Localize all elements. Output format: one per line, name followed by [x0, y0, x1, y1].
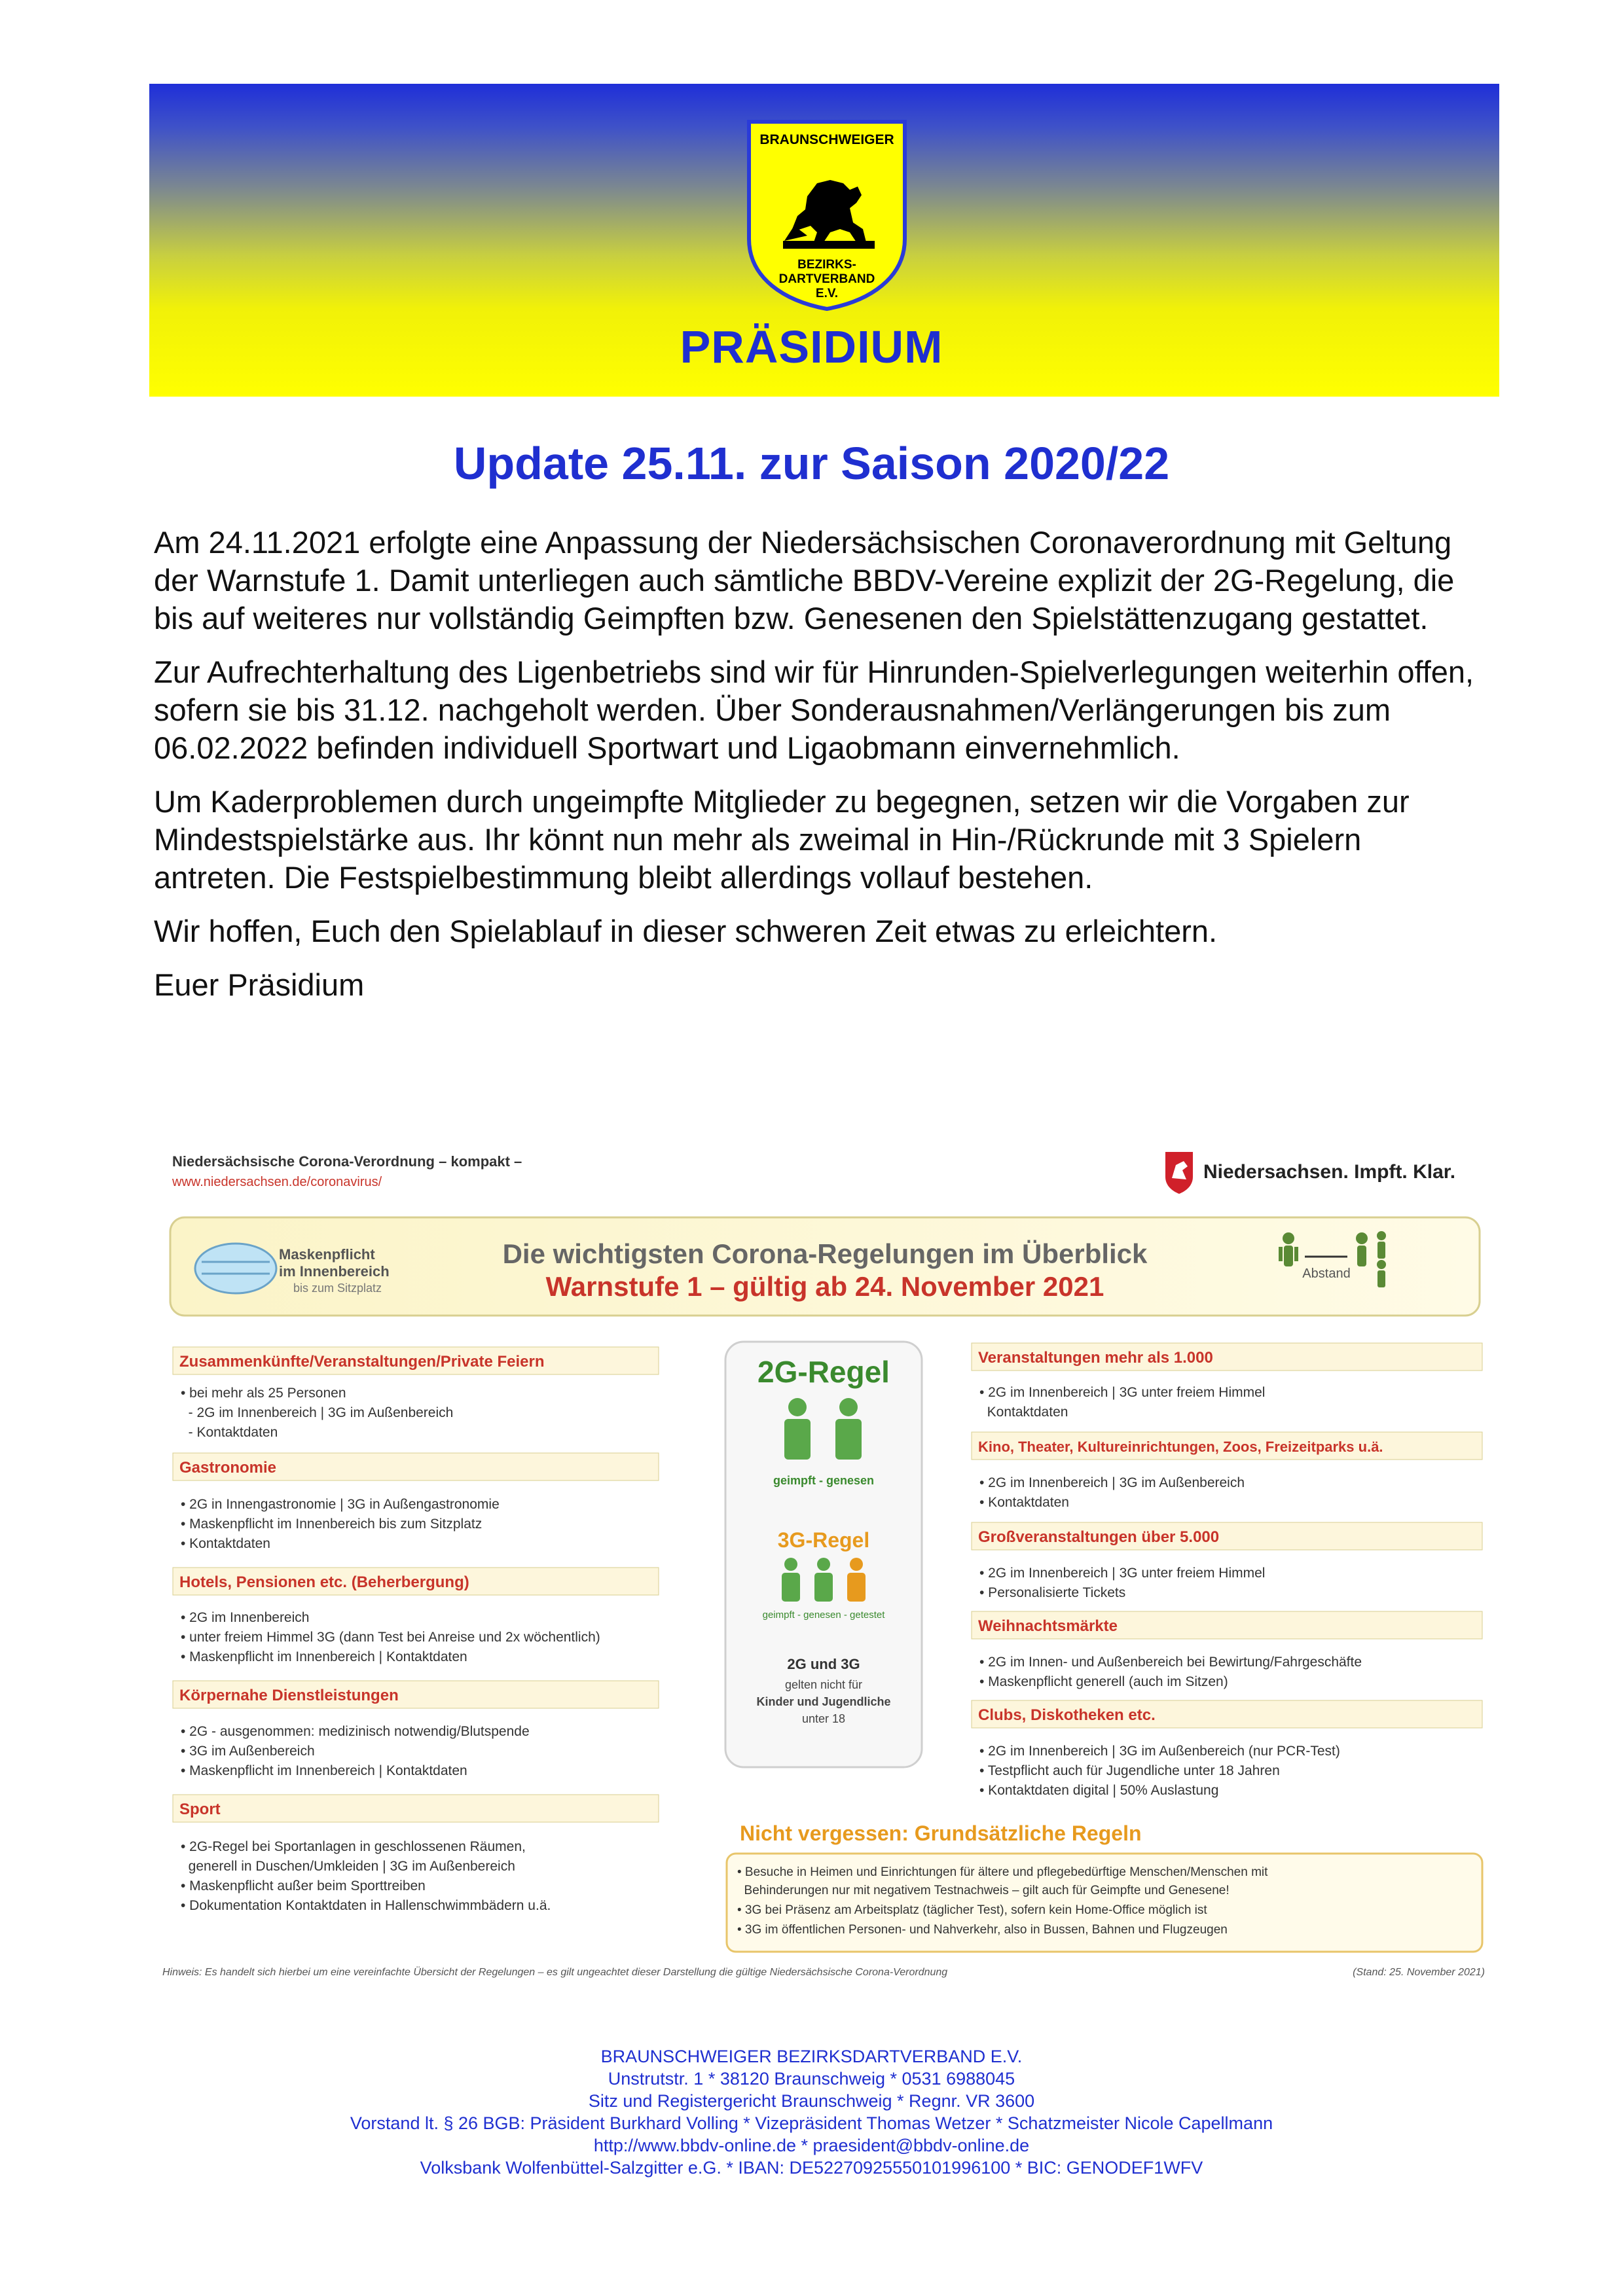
section-title: Kino, Theater, Kultureinrichtungen, Zoos, Freizeitparks u.ä.	[978, 1439, 1383, 1455]
center-note-2: gelten nicht für	[784, 1678, 863, 1691]
section-line: generell in Duschen/Umkleiden | 3G im Außenbereich	[181, 1859, 515, 1874]
paragraph-1: Am 24.11.2021 erfolgte eine Anpassung der Niedersächsischen Coronaverordnung mit Geltung der Warnstufe 1. Damit unterliegen auch sämtliche BBDV-Vereine explizit der 2G-Regelung, die bis auf weiteres nur vollständig Geimpften bzw. Genesenen den Spielstättenzugang gestattet.	[154, 525, 1455, 636]
basic-line: • 3G im öffentlichen Personen- und Nahverkehr, also in Bussen, Bahnen und Flugzeugen	[737, 1923, 1228, 1937]
rule-2g-sub: geimpft - genesen	[773, 1474, 875, 1487]
basic-rules-title: Nicht vergessen: Grundsätzliche Regeln	[740, 1821, 1142, 1845]
section-line: • Kontaktdaten	[181, 1536, 270, 1551]
section-title: Großveranstaltungen über 5.000	[978, 1528, 1220, 1546]
info-main-title: Die wichtigsten Corona-Regelungen im Überblick	[502, 1238, 1148, 1269]
info-header-url: www.niedersachsen.de/coronavirus/	[172, 1175, 382, 1189]
section-line: - Kontaktdaten	[181, 1425, 278, 1440]
center-note-4: unter 18	[801, 1712, 846, 1725]
paragraph-2: Zur Aufrechterhaltung des Ligenbetriebs sind wir für Hinrunden-Spielverlegungen weiterhin offen, sofern sie bis 31.12. nachgeholt werden. Über Sonderausnahmen/Verlängerungen bis zum 06.02.2022 befinden individuell Sportwart und Ligaobmann einvernehmlich.	[154, 655, 1474, 765]
info-header-line1: Niedersächsische Corona-Verordnung – kompakt –	[172, 1153, 522, 1170]
section-line: • unter freiem Himmel 3G (dann Test bei Anreise und 2x wöchentlich)	[181, 1630, 600, 1645]
body-text	[154, 524, 1489, 1020]
section-title: Veranstaltungen mehr als 1.000	[978, 1349, 1213, 1367]
banner-title: PRÄSIDIUM	[680, 321, 943, 372]
footer-address: Unstrutstr. 1 * 38120 Braunschweig * 0531 6988045	[608, 2069, 1015, 2089]
footer	[0, 2045, 1623, 2179]
section-line: • 2G im Innenbereich | 3G unter freiem Himmel	[979, 1385, 1266, 1400]
section-line: • bei mehr als 25 Personen	[181, 1386, 346, 1401]
center-column	[725, 1342, 922, 1767]
brand-slogan: Niedersachsen. Impft. Klar.	[1203, 1161, 1456, 1183]
crest-bottom-1: BEZIRKS-	[797, 258, 856, 272]
section-line: • Maskenpflicht generell (auch im Sitzen)	[979, 1674, 1228, 1689]
section-line: • 2G im Innenbereich | 3G unter freiem Himmel	[979, 1566, 1266, 1581]
section-line: • 3G im Außenbereich	[181, 1744, 315, 1759]
center-note-3: Kinder und Jugendliche	[756, 1695, 891, 1708]
section-title: Weihnachtsmärkte	[978, 1617, 1118, 1635]
crest-logo	[745, 118, 909, 311]
section-title: Gastronomie	[179, 1459, 277, 1477]
section-title: Körpernahe Dienstleistungen	[179, 1687, 399, 1704]
signature: Euer Präsidium	[154, 967, 365, 1002]
section-title: Sport	[179, 1801, 221, 1818]
footer-board: Vorstand lt. § 26 BGB: Präsident Burkhard Volling * Vizepräsident Thomas Wetzer * Schatzmeister Nicole Capellmann	[350, 2113, 1273, 2133]
section-line: • 2G - ausgenommen: medizinisch notwendig/Blutspende	[181, 1724, 530, 1739]
paragraph-4: Wir hoffen, Euch den Spielablauf in dieser schweren Zeit etwas zu erleichtern.	[154, 914, 1218, 948]
section-title: Clubs, Diskotheken etc.	[978, 1706, 1156, 1724]
footer-org-name: BRAUNSCHWEIGER BEZIRKSDARTVERBAND E.V.	[600, 2047, 1023, 2066]
section-line: • 2G im Innenbereich | 3G im Außenbereich (nur PCR-Test)	[979, 1744, 1340, 1759]
crest-bottom-3: E.V.	[815, 287, 839, 300]
rule-2g-title: 2G-Regel	[757, 1355, 890, 1389]
section-line: • Kontaktdaten digital | 50% Auslastung	[979, 1783, 1219, 1798]
section-line: • 2G im Innenbereich | 3G im Außenbereich	[979, 1475, 1245, 1490]
footer-bank: Volksbank Wolfenbüttel-Salzgitter e.G. * IBAN: DE52270925550101996100 * BIC: GENODEF1WFV	[420, 2158, 1203, 2178]
section-line: • Testpflicht auch für Jugendliche unter 18 Jahren	[979, 1763, 1280, 1778]
page-title: Update 25.11. zur Saison 2020/22	[453, 438, 1170, 489]
mask-title-1: Maskenpflicht	[279, 1246, 375, 1263]
section-line: • Maskenpflicht im Innenbereich | Kontaktdaten	[181, 1649, 467, 1664]
section-line: • Dokumentation Kontaktdaten in Hallenschwimmbädern u.ä.	[181, 1898, 551, 1913]
info-footnote: Hinweis: Es handelt sich hierbei um eine vereinfachte Übersicht der Regelungen – es gilt ungeachtet dieser Darstellung die gültige Niedersächsische Corona-Verordnung	[162, 1967, 948, 1978]
mask-sub: bis zum Sitzplatz	[293, 1282, 382, 1295]
section-line: • Maskenpflicht im Innenbereich bis zum Sitzplatz	[181, 1516, 483, 1532]
info-main-subtitle: Warnstufe 1 – gültig ab 24. November 2021	[545, 1271, 1104, 1302]
section-title: Zusammenkünfte/Veranstaltungen/Private Feiern	[179, 1353, 545, 1371]
basic-line: • 3G bei Präsenz am Arbeitsplatz (täglicher Test), sofern kein Home-Office möglich ist	[737, 1903, 1207, 1917]
section-line: Kontaktdaten	[979, 1405, 1068, 1420]
mask-title-2: im Innenbereich	[279, 1263, 390, 1280]
info-stand-date: (Stand: 25. November 2021)	[1353, 1967, 1485, 1978]
crest-bottom-2: DARTVERBAND	[778, 272, 875, 286]
3g-people-icon	[782, 1558, 866, 1602]
rule-3g-sub: geimpft - genesen - getestet	[762, 1609, 885, 1621]
paragraph-3: Um Kaderproblemen durch ungeimpfte Mitglieder zu begegnen, setzen wir die Vorgaben zur Mindestspielstärke aus. Ihr könnt nun mehr als zweimal in Hin-/Rückrunde mit 3 Spielern antreten. Die Festspielbestimmung bleibt allerdings vollauf bestehen.	[154, 784, 1410, 895]
footer-web: http://www.bbdv-online.de * praesident@bbdv-online.de	[593, 2136, 1030, 2155]
rule-3g-title: 3G-Regel	[777, 1528, 870, 1552]
corona-rules-infographic	[149, 1139, 1499, 1990]
basic-line: • Besuche in Heimen und Einrichtungen für ältere und pflegebedürftige Menschen/Menschen mit	[737, 1865, 1268, 1879]
section-line: • 2G-Regel bei Sportanlagen in geschlossenen Räumen,	[181, 1839, 526, 1854]
center-note-1: 2G und 3G	[787, 1656, 860, 1672]
section-line: • Maskenpflicht im Innenbereich | Kontaktdaten	[181, 1763, 467, 1778]
crest-top-text: BRAUNSCHWEIGER	[759, 132, 894, 147]
section-line: • Kontaktdaten	[979, 1495, 1069, 1510]
basic-line: Behinderungen nur mit negativem Testnachweis – gilt auch für Geimpfte und Genesene!	[737, 1884, 1230, 1897]
distance-label: Abstand	[1302, 1266, 1351, 1281]
section-title: Hotels, Pensionen etc. (Beherbergung)	[179, 1573, 469, 1591]
section-line: • Maskenpflicht außer beim Sporttreiben	[181, 1878, 426, 1893]
footer-register: Sitz und Registergericht Braunschweig * Regnr. VR 3600	[588, 2091, 1035, 2111]
section-line: • 2G im Innen- und Außenbereich bei Bewirtung/Fahrgeschäfte	[979, 1655, 1362, 1670]
section-line: - 2G im Innenbereich | 3G im Außenbereich	[181, 1405, 454, 1420]
mask-icon	[195, 1244, 276, 1293]
section-line: • 2G in Innengastronomie | 3G in Außengastronomie	[181, 1497, 500, 1512]
section-line: • Personalisierte Tickets	[979, 1585, 1126, 1600]
section-line: • 2G im Innenbereich	[181, 1610, 310, 1625]
